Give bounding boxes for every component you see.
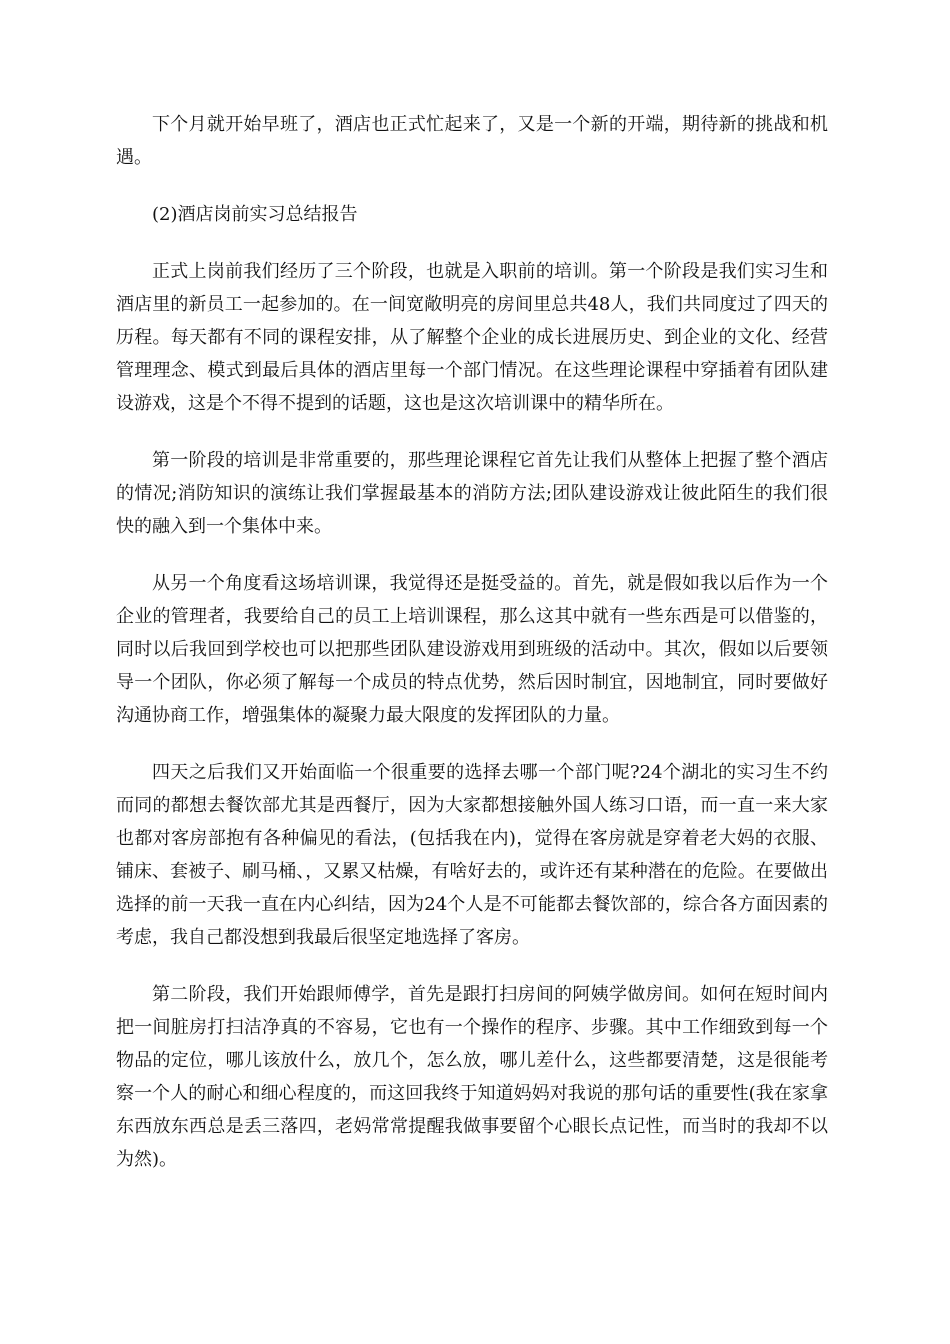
paragraph-second-stage: 第二阶段，我们开始跟师傅学，首先是跟打扫房间的阿姨学做房间。如何在短时间内把一间脏房打扫洁净真的不容易，它也有一个操作的程序、步骤。其中工作细致到每一个物品的定位，哪儿该放什么，放几个，怎么放，哪儿差什么，这些都要清楚，这是很能考察一个人的耐心和细心程度的，而这回我终于知道妈妈对我说的那句话的重要性(我在家拿东西放东西总是丢三落四，老妈常常提醒我做事要留个心眼长点记性，而当时的我却不以为然)。 — [116, 984, 828, 1170]
paragraph-early-shift: 下个月就开始早班了，酒店也正式忙起来了，又是一个新的开端，期待新的挑战和机遇。 — [116, 114, 828, 168]
paragraph-first-stage: 第一阶段的培训是非常重要的，那些理论课程它首先让我们从整体上把握了整个酒店的情况;消防知识的演练让我们掌握最基本的消防方法;团队建设游戏让彼此陌生的我们很快的融入到一个集体中来。 — [116, 450, 828, 537]
document-page — [116, 108, 828, 1200]
paragraph-department-choice: 四天之后我们又开始面临一个很重要的选择去哪一个部门呢?24个湖北的实习生不约而同的都想去餐饮部尤其是西餐厅，因为大家都想接触外国人练习口语，而一直一来大家也都对客房部抱有各种偏见的看法，(包括我在内)，觉得在客房就是穿着老大妈的衣服、铺床、套被子、刷马桶、，又累又枯燥，有啥好去的，或许还有某种潜在的危险。在要做出选择的前一天我一直在内心纠结，因为24个人是不可能都去餐饮部的，综合各方面因素的考虑，我自己都没想到我最后很坚定地选择了客房。 — [116, 762, 828, 948]
paragraph-pre-job-training: 正式上岗前我们经历了三个阶段，也就是入职前的培训。第一个阶段是我们实习生和酒店里的新员工一起参加的。在一间宽敞明亮的房间里总共48人，我们共同度过了四天的历程。每天都有不同的课程安排，从了解整个企业的成长进展历史、到企业的文化、经营管理理念、模式到最后具体的酒店里每一个部门情况。在这些理论课程中穿插着有团队建设游戏，这是个不得不提到的话题，这也是这次培训课中的精华所在。 — [116, 261, 828, 414]
section-heading: (2)酒店岗前实习总结报告 — [152, 204, 358, 225]
paragraph-another-angle: 从另一个角度看这场培训课，我觉得还是挺受益的。首先，就是假如我以后作为一个企业的管理者，我要给自己的员工上培训课程，那么这其中就有一些东西是可以借鉴的，同时以后我回到学校也可以把那些团队建设游戏用到班级的活动中。其次，假如以后要领导一个团队，你必须了解每一个成员的特点优势，然后因时制宜，因地制宜，同时要做好沟通协商工作，增强集体的凝聚力最大限度的发挥团队的力量。 — [116, 573, 828, 726]
